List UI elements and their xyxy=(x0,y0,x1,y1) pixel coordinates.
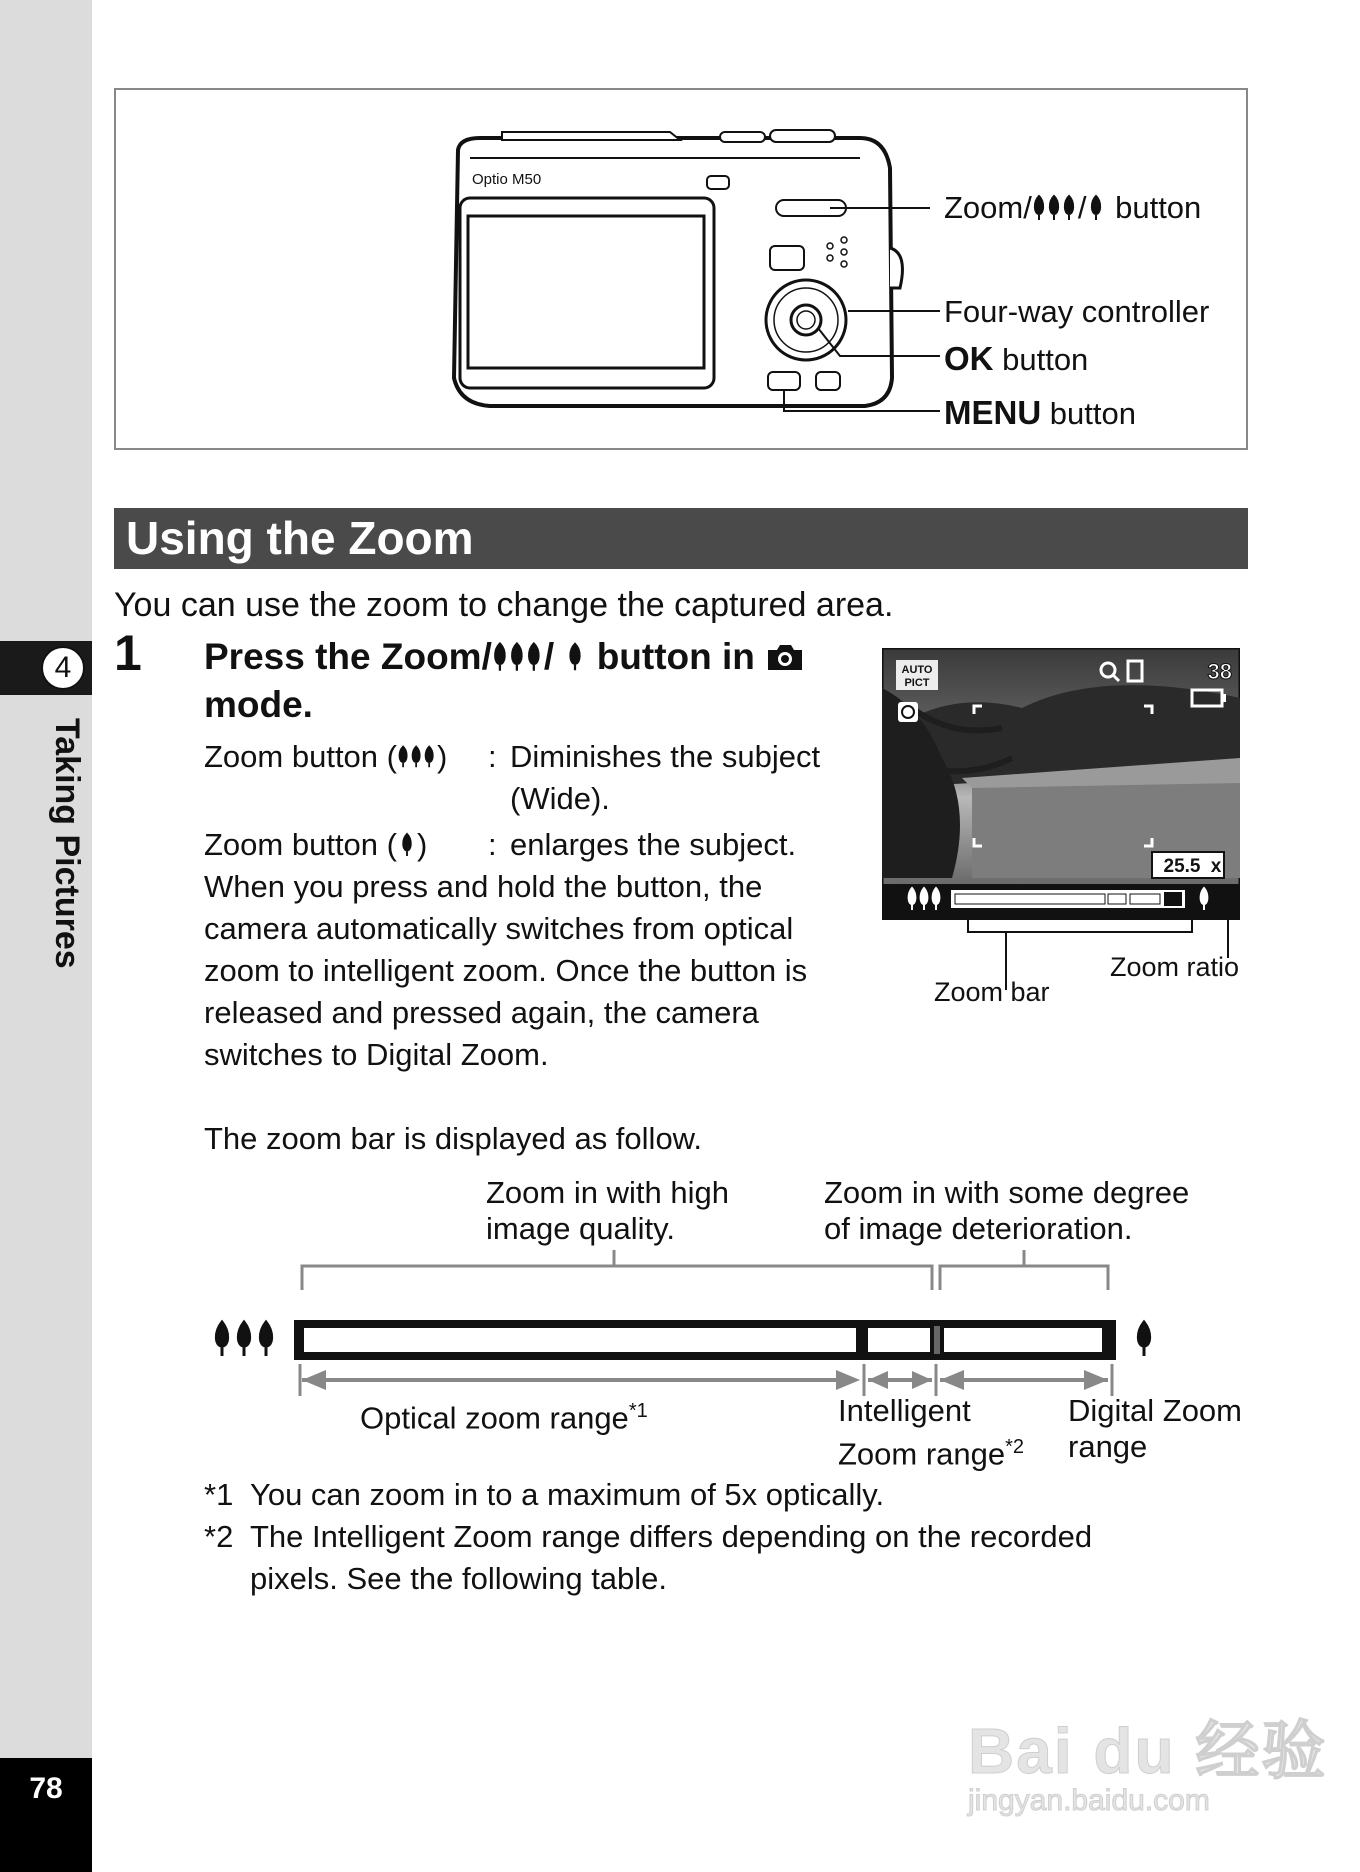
zoom-button-callout: Zoom/ / button xyxy=(944,190,1202,225)
lcd-zoom-ratio-unit: x xyxy=(1210,856,1222,877)
lcd-zoom-ratio-value: 25.5 xyxy=(1163,856,1201,877)
zoom-tele-label xyxy=(204,824,427,866)
tele-tree-icon xyxy=(1138,1322,1149,1356)
digital-range-label-2: range xyxy=(1068,1429,1148,1464)
zoom-wide-description-2: (Wide). xyxy=(510,781,610,816)
zoom-wide-colon: : xyxy=(488,739,497,774)
indicator-lamp xyxy=(707,176,729,189)
lcd-shots-remaining: 38 xyxy=(1207,659,1232,684)
zoom-wide-label-text: Zoom button ( xyxy=(204,739,397,774)
footnote-2-mark: *2 xyxy=(204,1519,234,1554)
zoom-wide-description: Diminishes the subject xyxy=(510,739,821,774)
zoom-wide-label-close: ) xyxy=(436,739,448,774)
intelligent-segment xyxy=(868,1328,930,1352)
baidu-watermark-url: jingyan.baidu.com xyxy=(968,1784,1210,1817)
zoom-tele-description: enlarges the subject. xyxy=(510,827,797,862)
ok-callout-suffix: button xyxy=(993,342,1089,377)
intelligent-range-label-1: Intelligent xyxy=(838,1393,971,1428)
camera-model-label: Optio M50 xyxy=(472,171,542,188)
step-title-suffix: button in xyxy=(586,636,755,677)
optical-footnote-mark: *1 xyxy=(628,1400,648,1422)
optical-segment xyxy=(304,1328,856,1352)
optical-range-label xyxy=(360,1390,648,1439)
zoom-tele-label-text: Zoom button ( xyxy=(204,827,397,862)
deterioration-bracket xyxy=(940,1266,1108,1290)
step-title: Press the Zoom/ / button in xyxy=(204,636,805,678)
wide-tree-icon xyxy=(397,744,437,768)
ok-key-label: OK xyxy=(944,340,994,377)
menu-button-callout xyxy=(944,394,1136,432)
four-way-controller-callout: Four-way controller xyxy=(944,294,1210,329)
zoom-bar-label: Zoom bar xyxy=(934,977,1050,1007)
baidu-watermark: Bai du 经验 xyxy=(968,1715,1328,1787)
zoom-tele-label-close: ) xyxy=(416,827,428,862)
power-button xyxy=(770,130,835,142)
menu-callout-suffix: button xyxy=(1041,396,1136,431)
step-body-line-4: released and pressed again, the camera xyxy=(204,995,759,1030)
footnote-1-text: You can zoom in to a maximum of 5x optically. xyxy=(250,1477,885,1512)
tele-tree-icon xyxy=(397,832,417,856)
camera-mode-icon xyxy=(765,642,805,672)
zoom-bar-intro: The zoom bar is displayed as follow. xyxy=(204,1121,702,1156)
tele-tree-icon xyxy=(1086,194,1106,220)
wide-tree-icon xyxy=(1032,194,1078,220)
high-quality-bracket xyxy=(302,1266,932,1290)
zoom-ratio-label: Zoom ratio xyxy=(1110,952,1240,982)
footnote-1-mark: *1 xyxy=(204,1477,234,1512)
digital-segment xyxy=(944,1328,1102,1352)
section-intro: You can use the zoom to change the captured area. xyxy=(114,586,894,624)
tele-tree-icon xyxy=(564,641,586,671)
high-quality-caption-2: image quality. xyxy=(486,1211,675,1246)
step-body-line-3: zoom to intelligent zoom. Once the button is xyxy=(204,953,808,988)
footnote-2-text-cont: pixels. See the following table. xyxy=(250,1561,668,1596)
high-quality-caption-1: Zoom in with high xyxy=(486,1175,729,1210)
footnote-2-text: The Intelligent Zoom range differs depending on the recorded xyxy=(250,1519,1093,1554)
step-title-line2: mode. xyxy=(204,684,313,725)
playback-button xyxy=(770,246,804,270)
zoom-bar-diagram xyxy=(206,1250,1166,1396)
menu-button xyxy=(768,372,800,390)
shutter-button xyxy=(720,132,765,142)
wide-tree-icon xyxy=(216,1322,271,1356)
step-body-line-5: switches to Digital Zoom. xyxy=(204,1037,549,1072)
lcd-screen xyxy=(468,216,704,368)
chapter-title: Taking Pictures xyxy=(48,718,86,969)
step-body-line-1: When you press and hold the button, the xyxy=(204,869,763,904)
section-title: Using the Zoom xyxy=(126,512,474,564)
step-body-line-2: camera automatically switches from optical xyxy=(204,911,794,946)
ok-button xyxy=(791,305,821,335)
face-button xyxy=(816,372,840,390)
chapter-number: 4 xyxy=(41,646,85,690)
step-number: 1 xyxy=(114,625,142,681)
intelligent-range-text: Zoom range xyxy=(838,1436,1006,1472)
camera-back-illustration xyxy=(430,128,940,418)
lcd-auto-label: AUTO xyxy=(901,664,933,676)
zoom-wide-label xyxy=(204,736,447,778)
ok-button-callout xyxy=(944,340,1088,378)
optical-range-text: Optical zoom range xyxy=(360,1400,629,1436)
zoom-callout-suffix: button xyxy=(1106,190,1202,225)
intelligent-footnote-mark: *2 xyxy=(1005,1436,1025,1458)
deterioration-caption-2: of image deterioration. xyxy=(824,1211,1133,1246)
lcd-preview xyxy=(882,648,1240,920)
step-title-prefix: Press the Zoom/ xyxy=(204,636,492,677)
wide-tree-icon xyxy=(492,641,544,671)
deterioration-caption-1: Zoom in with some degree xyxy=(824,1175,1190,1210)
page-number: 78 xyxy=(29,1772,63,1805)
digital-range-label-1: Digital Zoom xyxy=(1068,1393,1242,1428)
menu-key-label: MENU xyxy=(944,394,1042,431)
zoom-callout-prefix: Zoom/ xyxy=(944,190,1032,225)
zoom-tele-colon: : xyxy=(488,827,497,862)
lcd-pict-label: PICT xyxy=(904,677,930,689)
intelligent-range-label-2 xyxy=(838,1426,1024,1475)
